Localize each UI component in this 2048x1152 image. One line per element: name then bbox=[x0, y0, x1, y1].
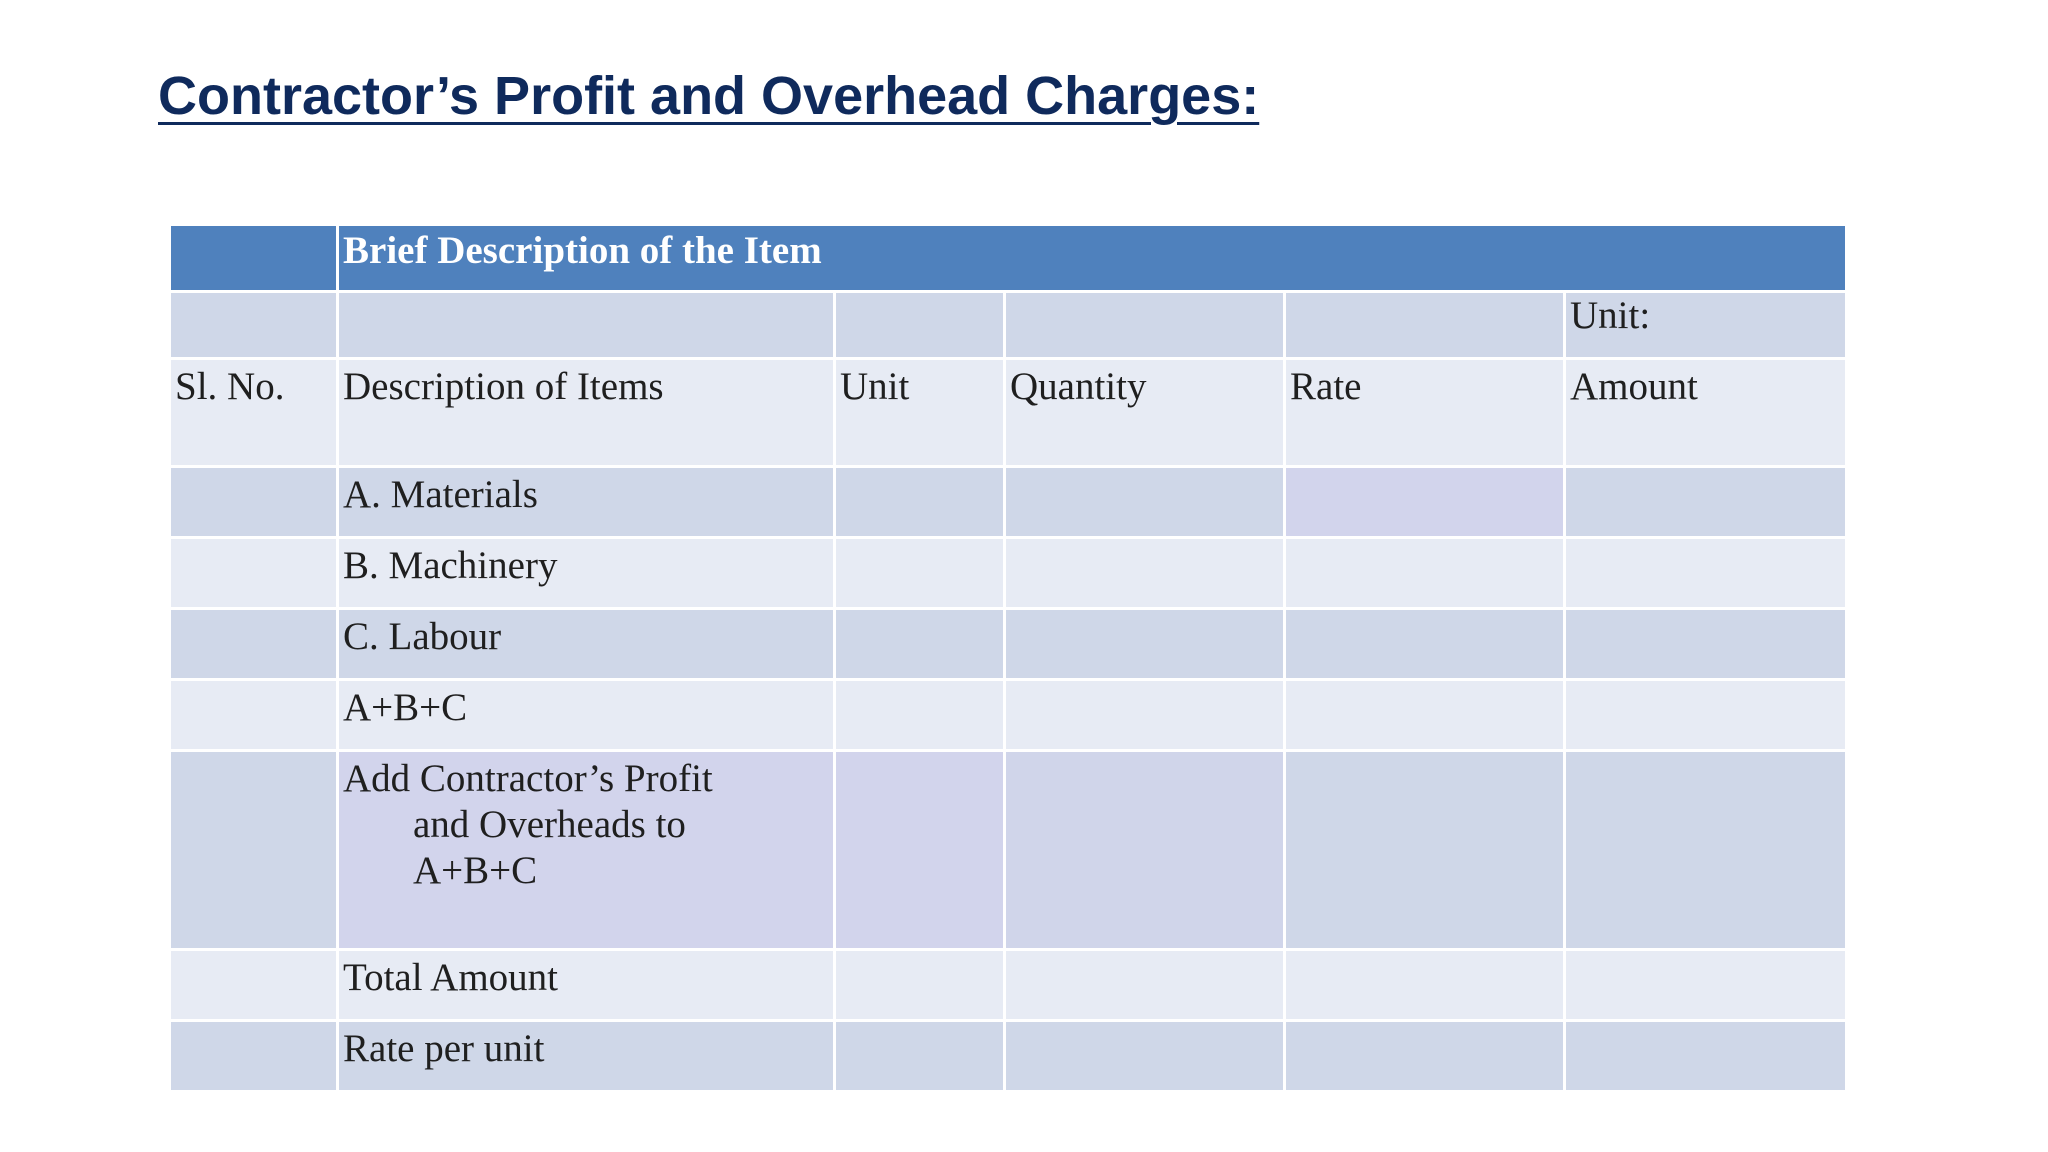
table-cell bbox=[170, 467, 338, 538]
table-header-title: Brief Description of the Item bbox=[338, 225, 1847, 292]
table-cell bbox=[1565, 467, 1847, 538]
item-description: A+B+C bbox=[338, 680, 835, 751]
table-cell bbox=[1005, 1021, 1285, 1092]
table-row bbox=[170, 950, 1847, 1021]
table-cell bbox=[170, 292, 338, 359]
table-cell bbox=[1565, 680, 1847, 751]
table-cell bbox=[170, 609, 338, 680]
header-cell-blank bbox=[170, 225, 338, 292]
table-cell bbox=[1565, 609, 1847, 680]
table-cell bbox=[1285, 467, 1565, 538]
column-header-description: Description of Items bbox=[338, 359, 835, 467]
table-cell bbox=[1285, 538, 1565, 609]
table-cell bbox=[835, 467, 1005, 538]
table-cell bbox=[835, 292, 1005, 359]
column-header-sl-no: Sl. No. bbox=[170, 359, 338, 467]
table-cell bbox=[170, 1021, 338, 1092]
table-cell bbox=[1285, 1021, 1565, 1092]
item-description: A. Materials bbox=[338, 467, 835, 538]
table-row bbox=[170, 467, 1847, 538]
table-cell bbox=[338, 292, 835, 359]
table-cell bbox=[1005, 950, 1285, 1021]
table-cell bbox=[1285, 609, 1565, 680]
table-cell bbox=[835, 751, 1005, 950]
table-cell bbox=[170, 950, 338, 1021]
table-cell bbox=[1285, 950, 1565, 1021]
table-cell bbox=[1005, 751, 1285, 950]
table-row bbox=[170, 1021, 1847, 1092]
table-cell bbox=[835, 950, 1005, 1021]
table-cell bbox=[170, 538, 338, 609]
table-cell bbox=[835, 609, 1005, 680]
table-cell bbox=[1565, 538, 1847, 609]
item-description: B. Machinery bbox=[338, 538, 835, 609]
description-line: and Overheads to bbox=[413, 803, 686, 846]
item-description: Rate per unit bbox=[338, 1021, 835, 1092]
table-cell bbox=[1565, 751, 1847, 950]
estimate-table bbox=[168, 223, 1848, 1093]
table-header-row bbox=[170, 225, 1847, 292]
table-cell bbox=[1005, 467, 1285, 538]
column-header-amount: Amount bbox=[1565, 359, 1847, 467]
table-cell bbox=[835, 538, 1005, 609]
table-row bbox=[170, 680, 1847, 751]
column-header-unit: Unit bbox=[835, 359, 1005, 467]
table-row bbox=[170, 538, 1847, 609]
table-cell bbox=[1005, 680, 1285, 751]
item-description: C. Labour bbox=[338, 609, 835, 680]
table-cell bbox=[1285, 680, 1565, 751]
estimate-table-container bbox=[168, 223, 1845, 1093]
column-header-quantity: Quantity bbox=[1005, 359, 1285, 467]
description-line: Add Contractor’s Profit bbox=[343, 757, 713, 800]
table-cell bbox=[1285, 751, 1565, 950]
table-cell bbox=[1565, 1021, 1847, 1092]
table-cell bbox=[170, 751, 338, 950]
column-header-rate: Rate bbox=[1285, 359, 1565, 467]
table-row bbox=[170, 609, 1847, 680]
item-description: Total Amount bbox=[338, 950, 835, 1021]
slide-title: Contractor’s Profit and Overhead Charges: bbox=[158, 66, 1260, 126]
description-line: A+B+C bbox=[413, 849, 538, 892]
unit-row bbox=[170, 292, 1847, 359]
item-description-multiline bbox=[338, 751, 835, 950]
unit-label: Unit: bbox=[1565, 292, 1847, 359]
table-cell bbox=[170, 680, 338, 751]
table-cell bbox=[1005, 292, 1285, 359]
table-cell bbox=[835, 680, 1005, 751]
table-cell bbox=[835, 1021, 1005, 1092]
table-cell bbox=[1005, 538, 1285, 609]
table-cell bbox=[1005, 609, 1285, 680]
table-cell bbox=[1565, 950, 1847, 1021]
table-row bbox=[170, 751, 1847, 950]
table-cell bbox=[1285, 292, 1565, 359]
column-header-row bbox=[170, 359, 1847, 467]
